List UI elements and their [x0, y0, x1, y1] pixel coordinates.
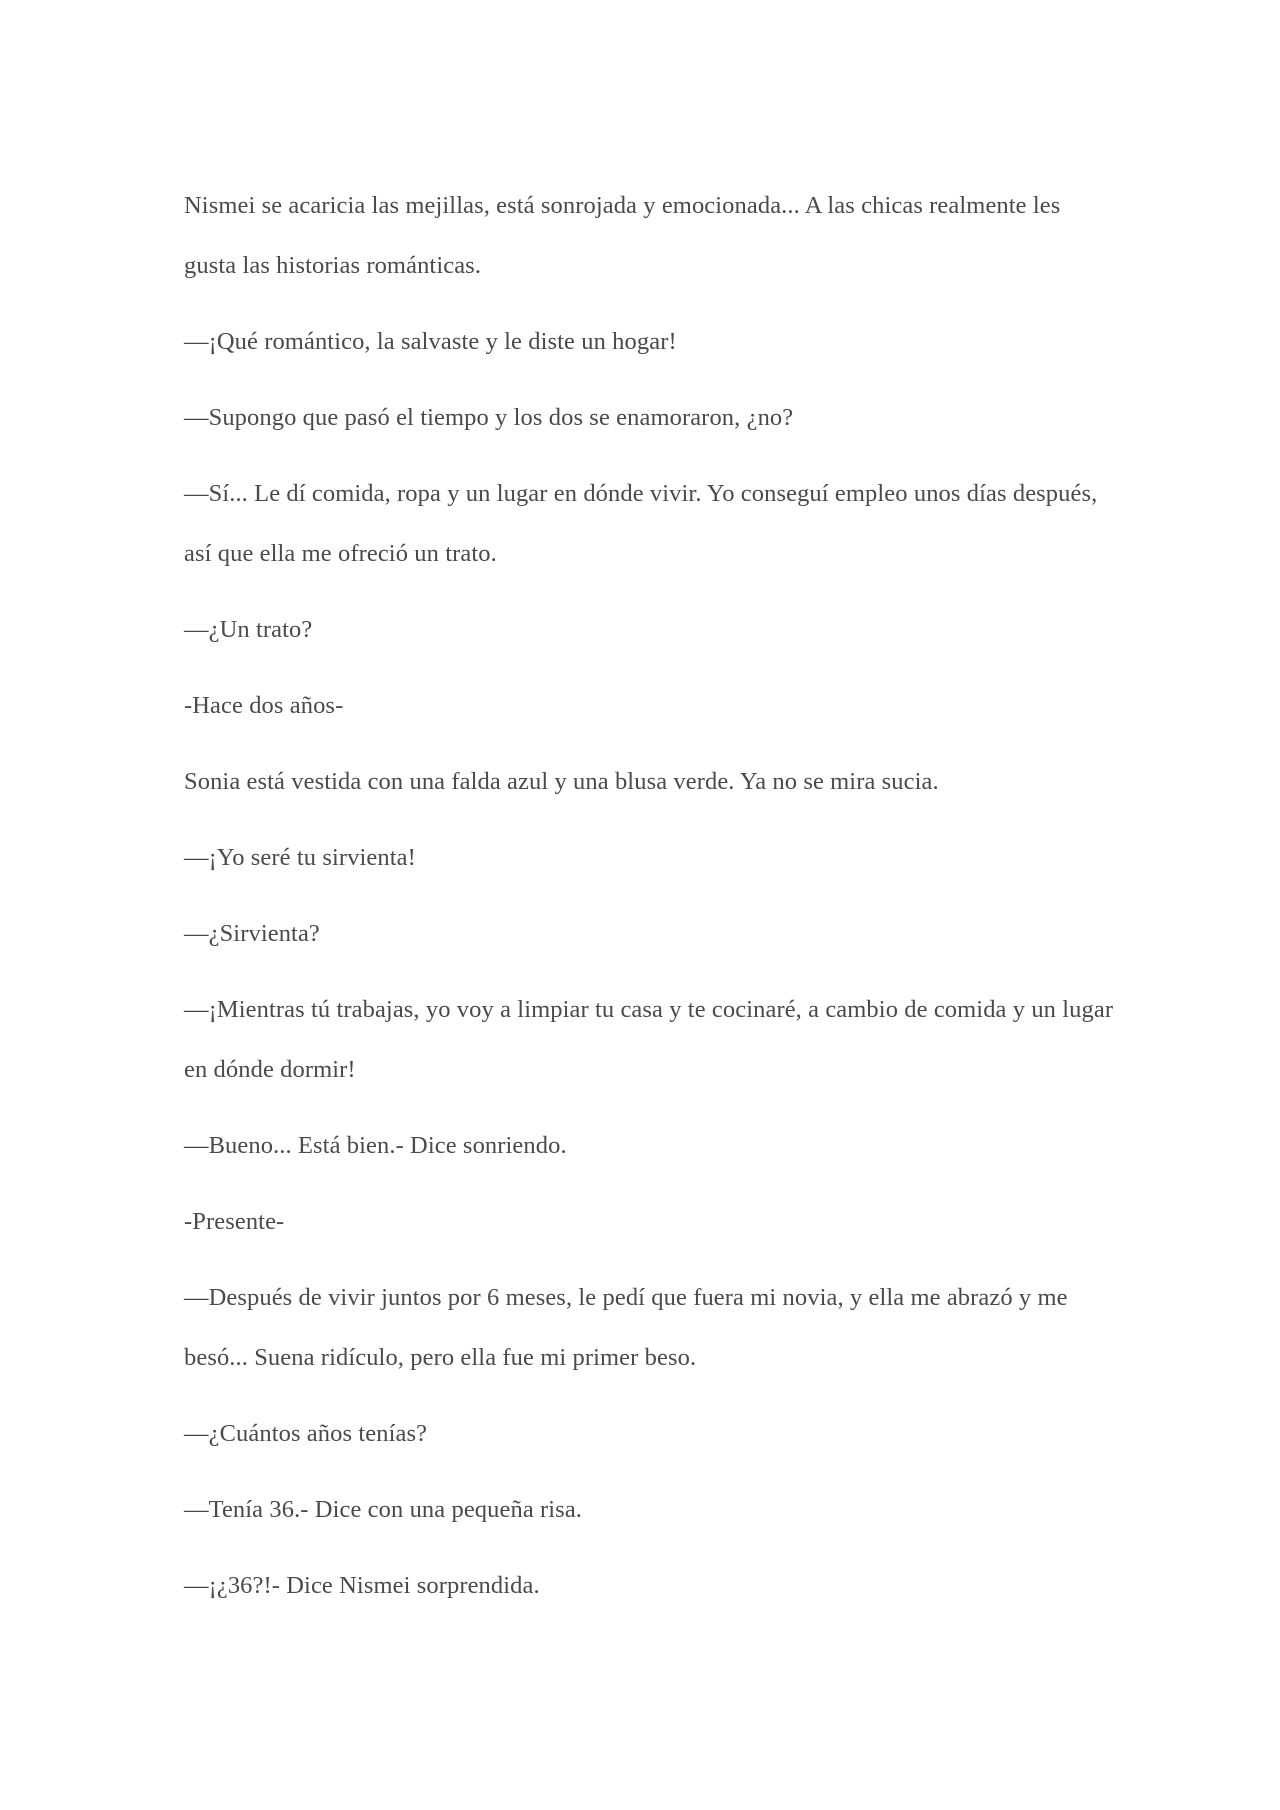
paragraph: —Bueno... Está bien.- Dice sonriendo. — [184, 1132, 567, 1159]
paragraph: —¡Mientras tú trabajas, yo voy a limpiar tu casa y te cocinaré, a cambio de comida y un lugar en dónde dormir! — [184, 996, 1114, 1083]
paragraph: —Tenía 36.- Dice con una pequeña risa. — [184, 1496, 583, 1523]
paragraph: Sonia está vestida con una falda azul y una blusa verde. Ya no se mira sucia. — [184, 768, 939, 795]
paragraph: -Presente- — [184, 1208, 285, 1235]
paragraph: —Sí... Le dí comida, ropa y un lugar en dónde vivir. Yo conseguí empleo unos días después, así que ella me ofreció un trato. — [184, 480, 1098, 567]
paragraph: -Hace dos años- — [184, 692, 344, 719]
paragraph: —¡Yo seré tu sirvienta! — [184, 844, 416, 871]
paragraph: —¿Cuántos años tenías? — [184, 1420, 428, 1447]
paragraph: Nismei se acaricia las mejillas, está sonrojada y emocionada... A las chicas realmente les gusta las historias románticas. — [184, 192, 1061, 279]
paragraph: —¡Qué romántico, la salvaste y le diste un hogar! — [184, 328, 677, 355]
paragraph: —¿Un trato? — [184, 616, 313, 643]
paragraph: —Supongo que pasó el tiempo y los dos se enamoraron, ¿no? — [184, 404, 794, 431]
document-body — [184, 176, 1114, 1632]
paragraph: —¿Sirvienta? — [184, 920, 320, 947]
paragraph: —¡¿36?!- Dice Nismei sorprendida. — [184, 1572, 540, 1599]
paragraph: —Después de vivir juntos por 6 meses, le pedí que fuera mi novia, y ella me abrazó y me besó... Suena ridículo, pero ella fue mi primer beso. — [184, 1284, 1068, 1371]
